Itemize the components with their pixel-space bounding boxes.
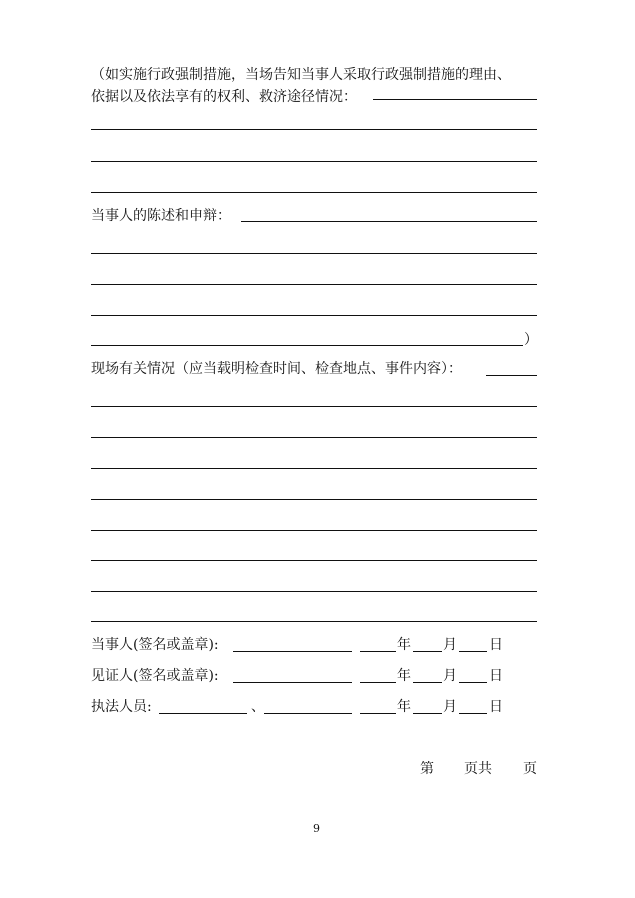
page-info-di: 第 <box>420 761 434 777</box>
statement-line-blank-4[interactable] <box>91 345 523 346</box>
situation-line-blank-5[interactable] <box>91 530 537 531</box>
officer-day-blank[interactable] <box>459 713 487 714</box>
party-signature-blank[interactable] <box>233 651 352 652</box>
situation-line-blank-6[interactable] <box>91 560 537 561</box>
officer-signature-blank-2[interactable] <box>264 713 352 714</box>
page-number: 9 <box>313 822 320 835</box>
statement-line-blank-2[interactable] <box>91 284 537 285</box>
witness-month-blank[interactable] <box>413 682 442 683</box>
witness-signature-blank[interactable] <box>233 682 352 683</box>
situation-line-blank-4[interactable] <box>91 499 537 500</box>
party-day-label: 日 <box>489 637 503 653</box>
officer-day-label: 日 <box>489 699 503 715</box>
officer-month-blank[interactable] <box>413 713 442 714</box>
party-year-blank[interactable] <box>360 651 396 652</box>
party-day-blank[interactable] <box>459 651 487 652</box>
witness-day-blank[interactable] <box>459 682 487 683</box>
situation-label: 现场有关情况（应当载明检查时间、检查地点、事件内容）： <box>91 361 462 377</box>
officer-signature-blank-1[interactable] <box>159 713 247 714</box>
situation-line-blank-1[interactable] <box>91 406 537 407</box>
situation-line-blank-3[interactable] <box>91 468 537 469</box>
officer-signature-label: 执法人员: <box>91 699 152 715</box>
statement-blank-inline[interactable] <box>241 221 537 222</box>
witness-day-label: 日 <box>489 668 503 684</box>
situation-blank-inline[interactable] <box>486 375 537 376</box>
statement-line-blank-1[interactable] <box>91 253 537 254</box>
statement-line-blank-3[interactable] <box>91 315 537 316</box>
notice-line-1: （如实施行政强制措施，当场告知当事人采取行政强制措施的理由、 <box>91 67 511 83</box>
notice-line-blank-3[interactable] <box>91 192 537 193</box>
situation-line-blank-8[interactable] <box>91 621 537 622</box>
officer-year-label: 年 <box>397 699 411 715</box>
officer-month-label: 月 <box>443 699 457 715</box>
closing-paren: ） <box>524 332 538 348</box>
party-month-blank[interactable] <box>413 651 442 652</box>
officer-year-blank[interactable] <box>360 713 396 714</box>
witness-signature-label: 见证人(签名或盖章): <box>91 668 219 684</box>
witness-month-label: 月 <box>443 668 457 684</box>
page-info-ye: 页 <box>523 761 537 777</box>
situation-line-blank-7[interactable] <box>91 591 537 592</box>
notice-line-blank-1[interactable] <box>91 129 537 130</box>
party-year-label: 年 <box>397 637 411 653</box>
page-info-page-total: 页共 <box>464 761 492 777</box>
situation-line-blank-2[interactable] <box>91 437 537 438</box>
statement-label: 当事人的陈述和申辩： <box>91 208 231 224</box>
party-month-label: 月 <box>443 637 457 653</box>
notice-line-blank-2[interactable] <box>91 161 537 162</box>
officer-separator: 、 <box>251 699 265 715</box>
party-signature-label: 当事人(签名或盖章): <box>91 637 219 653</box>
witness-year-label: 年 <box>397 668 411 684</box>
notice-blank-inline[interactable] <box>373 99 537 100</box>
witness-year-blank[interactable] <box>360 682 396 683</box>
notice-line-2: 依据以及依法享有的权利、救济途径情况： <box>91 89 357 105</box>
